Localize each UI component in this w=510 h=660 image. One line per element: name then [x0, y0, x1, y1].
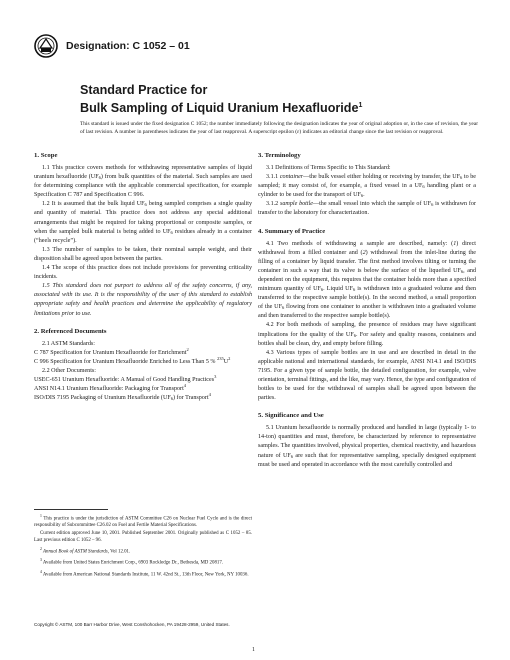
footnote-1-continued: Current edition approved June 10, 2001. Published September 2001. Originally published as C 1052 – 85. Last previous edition C 1052 – 96. [34, 531, 252, 544]
document-title [80, 83, 460, 116]
footnotes [34, 513, 252, 580]
issuance-notice: This standard is issued under the fixed designation C 1052; the number immediately following the designation indicates the year of original adoption or, in the case of revision, the year of last revision. A number in parentheses indicates the year of last reapproval. A superscript epsilon (ε) indicates an editorial change since the last revision or reapproval. [80, 121, 478, 135]
section-heading-scope: 1. Scope [34, 152, 58, 159]
footnote-4: $^4$ Available from American National Standards Institute, 11 W. 42nd St., 13th Floor, New York, NY 10036. [40, 569, 249, 578]
left-column [34, 151, 252, 403]
footnote-3: $^3$ Available from United States Enrichment Corp., 6903 Rockledge Dr., Bethesda, MD 20817. [40, 558, 224, 566]
paragraph-4-2: 4.2 For both methods of sampling, the presence of residues may have significant implications for the quality of the $UF_6$. For safety and quality reasons, containers and bottles shall be clean, dry, and empty before filling. [258, 322, 476, 347]
reference-usec: USEC-651 Uranium Hexafluoride: A Manual of Good Handling Practices$^3$ [34, 373, 217, 383]
footnote-2: $^2$ Annual Book of ASTM Standards, Vol 12.01. [40, 546, 131, 555]
paragraph-1-2: 1.2 It is assumed that the bulk liquid $UF_6$ being sampled comprises a single quality and quantity of material. This practice does not address any special additional arrangements that might be required for taking proportional or composite samples, or when the sampled bulk material is being added to $UF_6$ residues already in a container (“heels recycle”). [34, 201, 252, 244]
section-heading-significance: 5. Significance and Use [258, 412, 324, 420]
section-heading-terminology: 3. Terminology [258, 152, 301, 159]
paragraph-1-3: 1.3 The number of samples to be taken, their nominal sample weight, and their disposition shall be agreed upon between the parties. [34, 246, 252, 262]
title-line-2: Bulk Sampling of Liquid Uranium Hexafluoride$^1$ [80, 101, 363, 116]
paragraph-3-1-1: 3.1.1 container—the bulk vessel either holding or receiving by transfer, the $UF_6$ to be sampled; it may consist of, for example, a fixed vessel in a $UF_6$ handling plant or a cylinder to be used for the transport of $UF_6$. [258, 174, 477, 199]
section-heading-summary: 4. Summary of Practice [258, 227, 326, 235]
astm-logo-icon [34, 34, 58, 58]
paragraph-3-1: 3.1 Definitions of Terms Specific to This Standard: [266, 165, 391, 171]
paragraph-3-1-2: 3.1.2 sample bottle—the small vessel into which the sample of $UF_6$ is withdrawn for transfer to the laboratory for characterization. [258, 201, 477, 217]
footnote-1: $^1$ This practice is under the jurisdiction of ASTM Committee C26 on Nuclear Fuel Cycle and is the direct responsibility of Subcommittee C26.02 on Fuel and Fertile Material Specifications. [34, 514, 252, 529]
paragraph-4-3: 4.3 Various types of sample bottles are in use and are described in detail in the applicable national and international standards, for example, ANSI N14.1 and ISO/DIS 7195. For a given type of sample bottle, the detailed configuration, for example, valve orientation, terminal fittings, and the like, may vary. Hence, the type and configuration of bottles to be used for the withdrawal of samples shall be agreed upon between the parties. [258, 349, 476, 402]
paragraph-1-1: 1.1 This practice covers methods for withdrawing representative samples of liquid uranium hexafluoride $(UF_6)$ from bulk quantities of the material. Such samples are used for determining compliance with the applicable commercial specification, for example Specification C 787 and Specification C 996. [34, 165, 253, 199]
reference-c787: C 787 Specification for Uranium Hexafluoride for Enrichment$^2$ [34, 346, 189, 356]
title-line-1: Standard Practice for [80, 83, 208, 97]
right-column [258, 151, 476, 470]
reference-ansi: ANSI N14.1 Uranium Hexafluoride: Packaging for Transport$^4$ [34, 383, 187, 393]
other-documents-label: 2.2 Other Documents: [42, 367, 96, 374]
paragraph-4-1: 4.1 Two methods of withdrawing a sample are described, namely: (1) direct withdrawal from a filled container and (2) withdrawal from the inlet-line during the filling of a container by liquid transfer. The first method involves tilting or turning the container in such a way that its valve is below the surface of the liquefied $UF_6$, and dependent on the equipment, this requires that the container holds more than a specified minimum quantity of $UF_6$. Liquid $UF_6$ is withdrawn into a graduated volume and then transferred to the respective sample bottle(s). In the second method, a small proportion of the $UF_6$ flowing from one container to another is withdrawn into a graduated volume and then transferred to the respective sample bottle(s). [258, 240, 477, 320]
page-number: 1 [252, 647, 255, 653]
reference-iso: ISO/DIS 7195 Packaging of Uranium Hexafluoride $(UF_6)$ for Transport$^4$ [34, 392, 211, 402]
designation: Designation: C 1052 – 01 [66, 40, 190, 52]
copyright-line: Copyright © ASTM, 100 Barr Harbor Drive, West Conshohocken, PA 19428-2959, United States. [34, 622, 230, 627]
paragraph-1-5: 1.5 This standard does not purport to address all of the safety concerns, if any, associated with its use. It is the responsibility of the user of this standard to establish appropriate safety and health practices and determine the applicability of regulatory limitations prior to use. [34, 283, 252, 317]
reference-c996: C 996 Specification for Uranium Hexafluoride Enriched to Less Than 5 % $^{235}U^2$ [34, 355, 231, 365]
paragraph-5-1: 5.1 Uranium hexafluoride is normally produced and handled in large (typically 1- to 14-ton) quantities and must, therefore, be characterized by reference to representative samples. The quantities involved, physical properties, chemical reactivity, and hazardous nature of $UF_6$ are such that for representative sampling, specially designed equipment must be used and operated in accordance with the most carefully controlled and [258, 425, 477, 468]
paragraph-1-4: 1.4 The scope of this practice does not include provisions for preventing criticality incidents. [34, 265, 252, 281]
footnote-divider [34, 509, 108, 510]
astm-standards-label: 2.1 ASTM Standards: [42, 340, 95, 347]
section-heading-references: 2. Referenced Documents [34, 327, 107, 335]
